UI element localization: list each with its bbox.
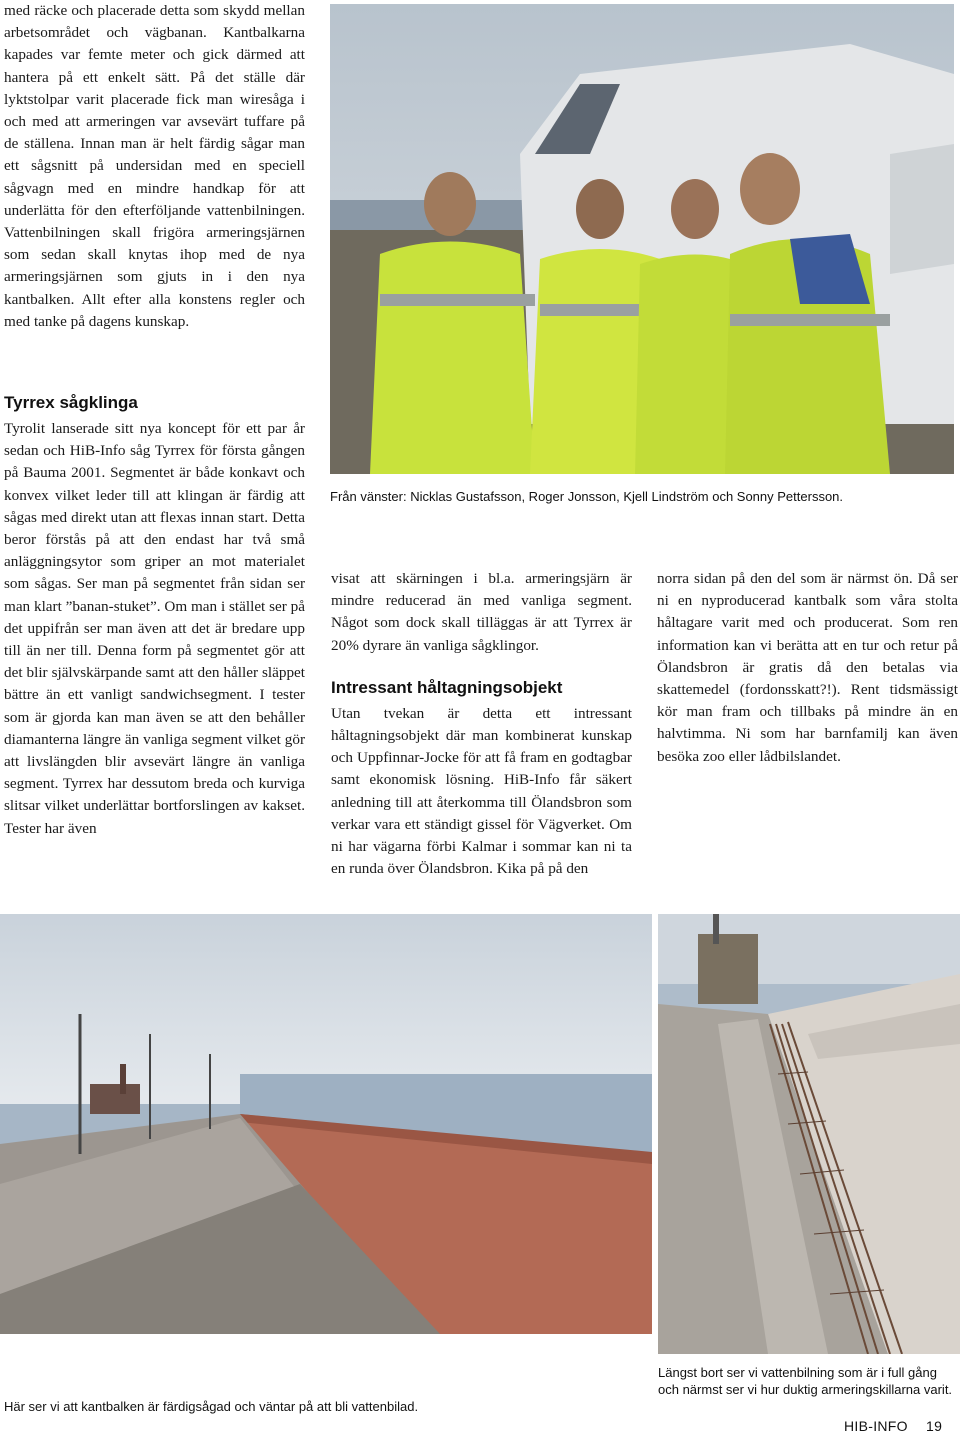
bridge-photo-left [0, 914, 652, 1390]
column-1-top [4, 0, 305, 333]
workers-photo [330, 4, 954, 474]
intro-paragraph: med räcke och placerade detta som skydd mellan arbetsområdet och vägbanan. Kantbalkarna kapades var femte meter och gick därmed att hantera på ett enkelt sätt. På det ställe där lyktstolpar varit placerade fick man wiresåga i och med att armeringen var avsevärt tuffare på de ställena. Innan man är helt färdig sågar man ett sågsnitt på undersidan med en speciell sågvagn med en mindre handkap för att underlätta för den efterföljande vattenbilningen. Vattenbilningen skall frigöra armeringsjärnen som sedan skall knytas ihop med de nya armeringsjärnen som gjuts in i den nya kantbalken. Allt efter alla konstens regler och med tanke på dagens kunskap. [4, 2, 305, 330]
caption-workers: Från vänster: Nicklas Gustafsson, Roger Jonsson, Kjell Lindström och Sonny Pettersson. [330, 489, 844, 504]
col2-paragraph: visat att skärningen i bl.a. armeringsjärn är mindre reducerad än med vanliga segment. Något som dock skall tilläggas är att Tyrrex är 20% dyrare än vanliga sågklingor. [331, 570, 632, 654]
page-number: 19 [926, 1418, 943, 1434]
col3-paragraph: norra sidan på den del som är närmst ön. Då ser ni en nyproducerad kantbalk som våra stolta håltagare varit med och producerat. Som ren information kan vi berätta att en tur och retur på Ölandsbron är gratis då den betalas via skattemedel (fordonsskatt?!). Rent tidsmässigt kör man fram och tillbaks på mindre än en halvtimma. Ni som har barnfamilj kan även besöka zoo eller lådbilslandet. [657, 570, 958, 765]
page-footer [844, 1418, 960, 1434]
column-2 [331, 568, 632, 880]
caption-bridge-right: Längst bort ser vi vattenbilning som är i full gång och närmst ser vi hur duktig armeringskillarna varit. [658, 1365, 953, 1397]
column-1-tyrrex [4, 392, 305, 840]
caption-bridge-left: Här ser vi att kantbalken är färdigsågad och väntar på att bli vattenbilad. [4, 1399, 419, 1414]
heading-tyrrex: Tyrrex sågklinga [4, 393, 138, 412]
col2-paragraph-2: Utan tvekan är detta ett intressant håltagningsobjekt där man kombinerat kunskap och Uppfinnar-Jocke för att få fram en godtagbar samt ekonomisk lösning. HiB-Info får säkert anledning till att återkomma till Ölandsbron som verkar vara ett ständigt gissel för Vägverket. Om ni har vägarna förbi Kalmar i sommar kan ni ta en runda över Ölandsbron. Kika på på den [331, 704, 632, 878]
rebar-photo-right [658, 914, 960, 1354]
heading-intressant: Intressant håltagningsobjekt [331, 677, 563, 697]
column-3 [657, 568, 958, 768]
publication-name: HIB-INFO [844, 1418, 908, 1434]
tyrrex-paragraph: Tyrolit lanserade sitt nya koncept för ett par år sedan och HiB-Info såg Tyrrex för första gången på Bauma 2001. Segmentet är både konkavt och konvex vilket leder till att klingan är färdig att sågas med direkt utan att flexas innan start. Detta beror förstås på att den endast har två små anläggningsytor som griper an mot materialet som sågas. Ser man på segmentet från sidan ser man klart ”banan-stuket”. Om man i stället ser på det uppifrån ser man även att det är bredare upp till än ner till. Denna form på segmentet gör att det blir självskärpande samt att den håller släppet bättre än ett vanligt sandwichsegment. I tester som är gjorda kan man även se att den behåller diamanterna längre än vanliga segment vilket gör att livslängden blir avsevärt längre än vanliga segment. Tyrrex har dessutom breda och kurviga slitsar vilket underlättar bortforslingen av kakset. Tester har även [4, 420, 305, 837]
